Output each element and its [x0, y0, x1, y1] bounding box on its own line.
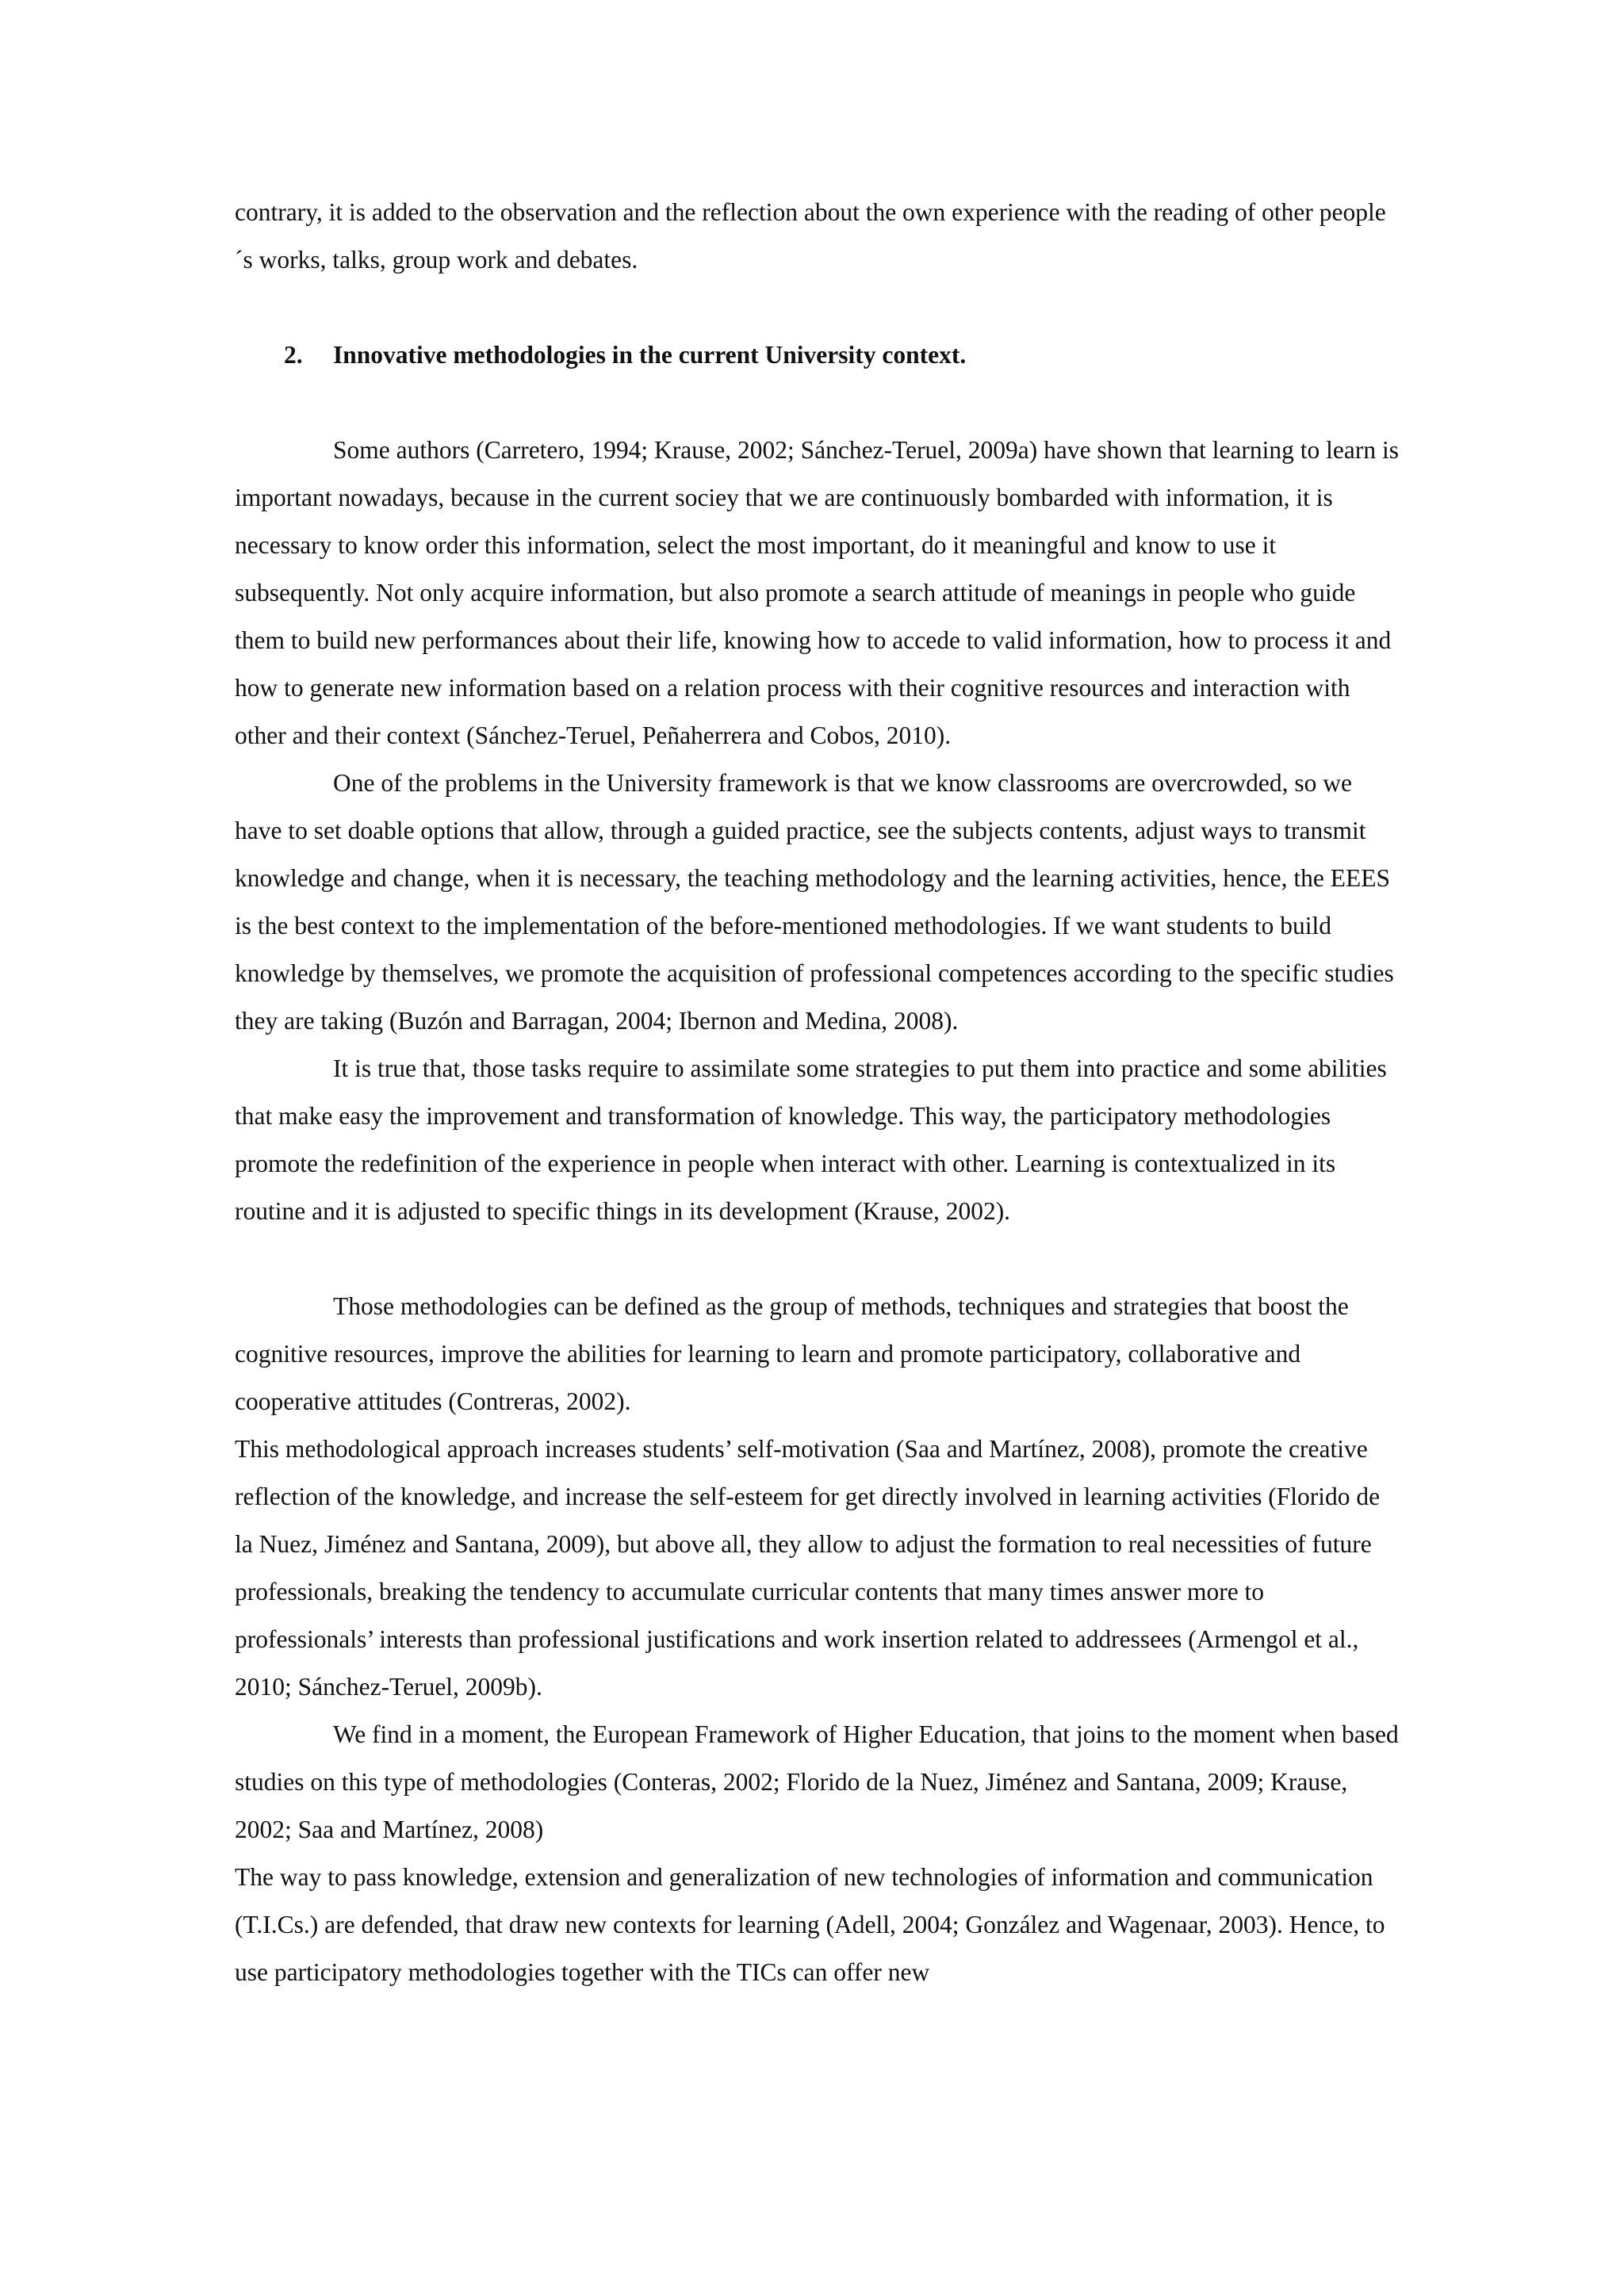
spacer	[235, 379, 1402, 427]
section-number: 2.	[284, 341, 303, 369]
document-body	[235, 189, 1402, 1996]
paragraph-strategies: It is true that, those tasks require to assimilate some strategies to put them into practice and some abilities that make easy the improvement and transformation of knowledge. This way, the participatory methodologies promote the redefinition of the experience in people when interact with other. Learning is contextualized in its routine and it is adjusted to specific things in its development (Krause, 2002).	[235, 1054, 1387, 1225]
paragraph-definition: Those methodologies can be defined as the group of methods, techniques and strategies that boost the cognitive resources, improve the abilities for learning to learn and promote participatory, collaborative and cooperative attitudes (Contreras, 2002).	[235, 1292, 1349, 1415]
paragraph-tics: The way to pass knowledge, extension and generalization of new technologies of information and communication (T.I.Cs.) are defended, that draw new contexts for learning (Adell, 2004; González and Wagenaar, 2003). Hence, to use participatory methodologies together with the TICs can offer new	[235, 1863, 1385, 1986]
paragraph-learning-to-learn: Some authors (Carretero, 1994; Krause, 2002; Sánchez-Teruel, 2009a) have shown that learning to learn is important nowadays, because in the current sociey that we are continuously bombarded with information, it is necessary to know order this information, select the most important, do it meaningful and know to use it subsequently. Not only acquire information, but also promote a search attitude of meanings in people who guide them to build new performances about their life, knowing how to accede to valid information, how to process it and how to generate new information based on a relation process with their cognitive resources and interaction with other and their context (Sánchez-Teruel, Peñaherrera and Cobos, 2010).	[235, 436, 1400, 749]
paragraph-european-framework: We find in a moment, the European Framework of Higher Education, that joins to the moment when based studies on this type of methodologies (Conteras, 2002; Florido de la Nuez, Jiménez and Santana, 2009; Krause, 2002; Saa and Martínez, 2008)	[235, 1720, 1399, 1843]
paragraph-methodological-approach: This methodological approach increases students’ self-motivation (Saa and Martínez, 2008), promote the creative reflection of the knowledge, and increase the self-esteem for get directly involved in learning activities (Florido de la Nuez, Jiménez and Santana, 2009), but above all, they allow to adjust the formation to real necessities of future professionals, breaking the tendency to accumulate curricular contents that many times answer more to professionals’ interests than professional justifications and work insertion related to addressees (Armengol et al., 2010; Sánchez-Teruel, 2009b).	[235, 1435, 1381, 1701]
paragraph-university-framework: One of the problems in the University framework is that we know classrooms are overcrowded, so we have to set doable options that allow, through a guided practice, see the subjects contents, adjust ways to transmit knowledge and change, when it is necessary, the teaching methodology and the learning activities, hence, the EEES is the best context to the implementation of the before-mentioned methodologies. If we want students to build knowledge by themselves, we promote the acquisition of professional competences according to the specific studies they are taking (Buzón and Barragan, 2004; Ibernon and Medina, 2008).	[235, 769, 1394, 1035]
section-title: Innovative methodologies in the current University context.	[333, 341, 967, 369]
paragraph-continuation: contrary, it is added to the observation and the reflection about the own experience with the reading of other people´s works, talks, group work and debates.	[235, 198, 1386, 274]
spacer	[235, 1235, 1402, 1283]
section-heading	[235, 331, 1402, 379]
spacer	[235, 284, 1402, 331]
